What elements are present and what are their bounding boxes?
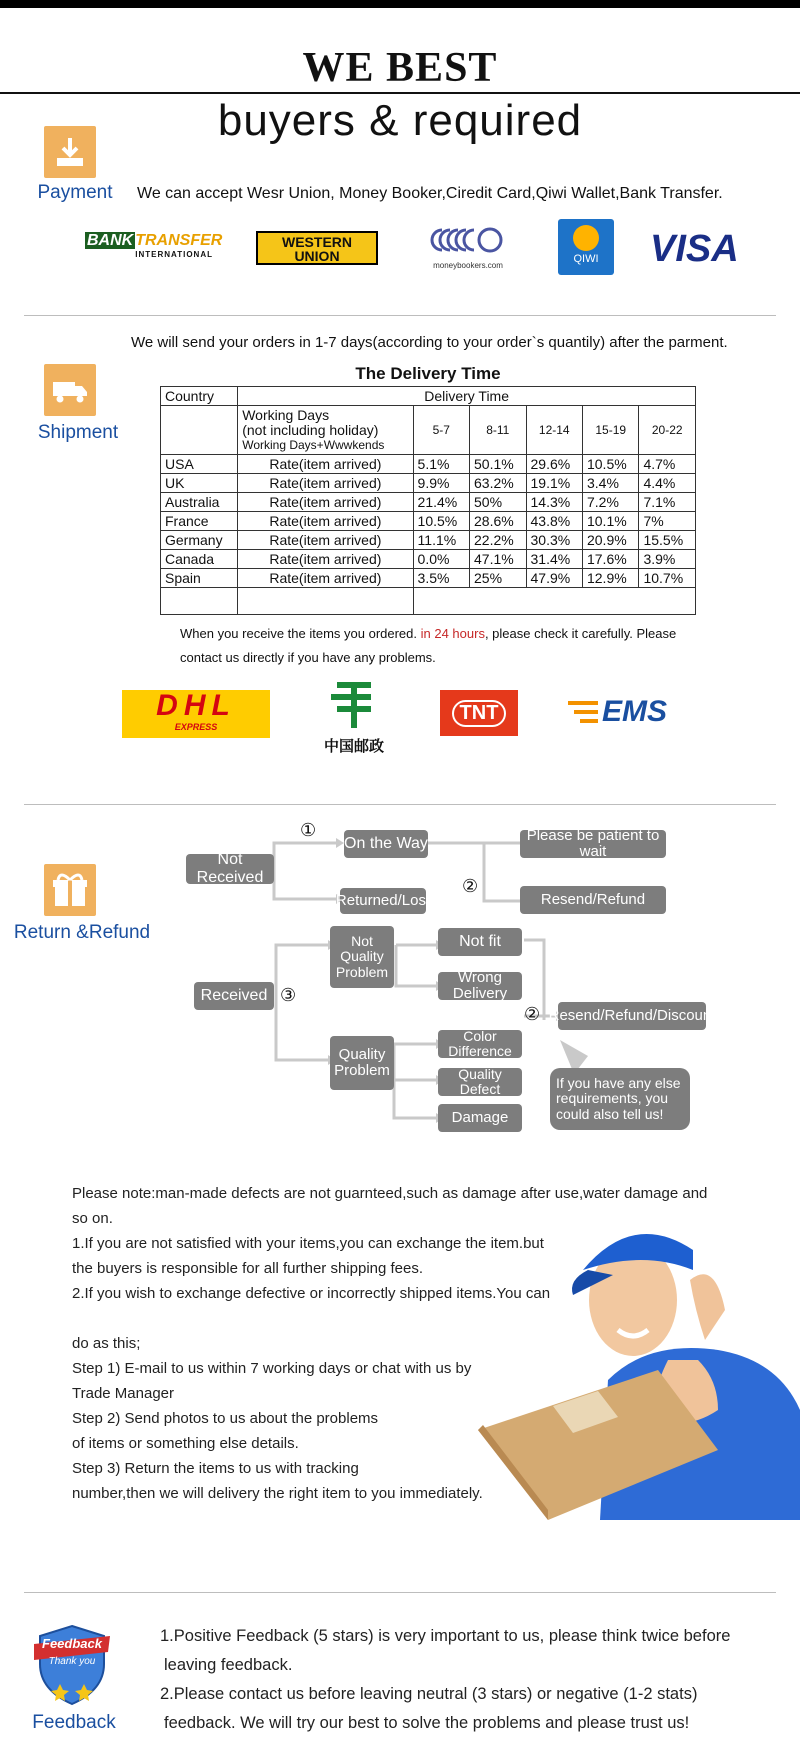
page-subtitle: buyers & required [217,96,583,145]
resend-refund-box: Resend/Refund [520,886,666,914]
wd-line-1: Working Days [242,406,330,423]
rate-value-cell: 9.9% [413,474,469,493]
rate-value-cell: 10.5% [582,455,638,474]
payment-label: Payment [37,182,113,203]
feedback-line: 2.Please contact us before leaving neutral (3 stars) or negative (1-2 stats) [160,1685,698,1703]
note-line: do as this; [72,1335,141,1352]
country-cell: Australia [161,493,238,512]
note-line: number,then we will delivery the right item to you immediately. [72,1485,483,1502]
dhl-sub: EXPRESS [174,722,218,732]
rate-value-cell: 47.1% [470,550,526,569]
receive-note-red: in 24 hours [420,626,485,641]
wd-line-2: (not including holiday) [242,421,379,438]
resend-refund-discount-box: Resend/Refund/Discount [558,1002,706,1030]
bank-label-a: BANK [87,232,134,249]
feedback-line: leaving feedback. [164,1656,293,1674]
rate-value-cell: 50.1% [470,455,526,474]
rate-value-cell: 28.6% [470,512,526,531]
note-line: 2.If you wish to exchange defective or incorrectly shipped items.You can [72,1285,551,1302]
rate-label-cell: Rate(item arrived) [238,493,413,512]
receive-note-a: When you receive the items you ordered. [180,626,421,641]
step-circle-2b: ② [524,1004,541,1024]
shipment-label: Shipment [37,422,119,443]
badge-label-b: Thank you [48,1656,96,1667]
ems-label: EMS [602,695,668,728]
refund-label: Return &Refund [13,922,151,943]
badge-label-a: Feedback [42,1636,102,1651]
country-cell: Germany [161,531,238,550]
not-received-box: Not Received [186,854,274,884]
bank-label-b: TRANSFER [135,232,223,249]
wrong-delivery-box: Wrong Delivery [438,972,522,1000]
rate-value-cell: 7% [639,512,696,531]
rate-value-cell: 3.5% [413,569,469,588]
mb-label: moneybookers.com [433,261,503,270]
note-line: 1.If you are not satisfied with your items,you can exchange the item.but [72,1235,544,1252]
quality-defect-box: Quality Defect [438,1068,522,1096]
payment-text: We can accept Wesr Union, Money Booker,Ciredit Card,Qiwi Wallet,Bank Transfer. [137,185,723,202]
on-the-way-box: On the Way [344,830,428,858]
rate-value-cell: 15.5% [639,531,696,550]
rate-value-cell: 47.9% [526,569,582,588]
not-fit-box: Not fit [438,928,522,956]
rate-value-cell: 17.6% [582,550,638,569]
range-cell: 5-7 [413,406,469,455]
rate-label-cell: Rate(item arrived) [238,512,413,531]
rate-label-cell: Rate(item arrived) [238,531,413,550]
country-cell: UK [161,474,238,493]
shipment-intro: We will send your orders in 1-7 days(according to your order`s quantily) after the parment. [131,334,728,351]
rate-value-cell: 21.4% [413,493,469,512]
feedback-line: feedback. We will try our best to solve the problems and please trust us! [164,1714,690,1732]
rate-value-cell: 11.1% [413,531,469,550]
rate-value-cell: 22.2% [470,531,526,550]
rate-value-cell: 19.1% [526,474,582,493]
damage-box: Damage [438,1104,522,1132]
visa-logo: VISA [650,228,739,270]
returned-lost-box: Returned/Lost [340,888,426,914]
rate-value-cell: 3.9% [639,550,696,569]
rate-value-cell: 43.8% [526,512,582,531]
page-title: WE BEST [302,45,498,91]
range-cell: 12-14 [526,406,582,455]
qiwi-label: QIWI [573,253,599,265]
country-cell: France [161,512,238,531]
rate-value-cell: 0.0% [413,550,469,569]
note-line: Trade Manager [72,1385,174,1402]
step-circle-3: ③ [280,985,297,1005]
country-cell: Spain [161,569,238,588]
range-cell: 15-19 [582,406,638,455]
delivery-table-title: The Delivery Time [355,364,501,383]
country-cell: USA [161,455,238,474]
receive-note-c: contact us directly if you have any problems. [180,650,436,665]
delivery-man-image [458,1210,800,1520]
china-post-label: 中国邮政 [323,738,384,755]
range-cell: 8-11 [470,406,526,455]
rate-value-cell: 10.1% [582,512,638,531]
rate-label-cell: Rate(item arrived) [238,455,413,474]
step-circle-1: ① [300,820,317,840]
tnt-label: TNT [452,700,507,727]
note-line: of items or something else details. [72,1435,299,1452]
dhl-label: DHL [156,689,236,722]
wu-label-b: UNION [294,248,340,264]
not-quality-problem-box: Not Quality Problem [330,926,394,988]
rate-value-cell: 3.4% [582,474,638,493]
feedback-text [160,1622,780,1738]
note-line: Step 3) Return the items to us with tracking [72,1460,359,1477]
section-divider-3 [24,1592,776,1593]
received-box: Received [194,982,274,1010]
rate-value-cell: 31.4% [526,550,582,569]
rate-label-cell: Rate(item arrived) [238,569,413,588]
step-circle-2a: ② [462,876,479,896]
rate-value-cell: 20.9% [582,531,638,550]
feedback-label: Feedback [32,1712,116,1733]
rate-value-cell: 4.4% [639,474,696,493]
rate-value-cell: 12.9% [582,569,638,588]
rate-value-cell: 7.2% [582,493,638,512]
rate-value-cell: 29.6% [526,455,582,474]
table-header-delivery: Delivery Time [238,387,696,406]
rate-value-cell: 10.7% [639,569,696,588]
rate-value-cell: 30.3% [526,531,582,550]
color-difference-box: Color Difference [438,1030,522,1058]
receive-note-b: , please check it carefully. Please [484,626,677,641]
patient-box: Please be patient to wait [520,830,666,858]
feedback-badge [32,1622,112,1708]
wu-label-a: WESTERN [282,234,352,250]
note-line: Step 2) Send photos to us about the problems [72,1410,379,1427]
table-header-country: Country [161,387,238,406]
bank-label-c: INTERNATIONAL [135,250,213,259]
rate-value-cell: 50% [470,493,526,512]
rate-label-cell: Rate(item arrived) [238,550,413,569]
rate-value-cell: 63.2% [470,474,526,493]
rate-value-cell: 7.1% [639,493,696,512]
quality-problem-box: Quality Problem [330,1036,394,1090]
feedback-line: 1.Positive Feedback (5 stars) is very important to us, please think twice before [160,1627,731,1645]
note-line: the buyers is responsible for all further shipping fees. [72,1260,424,1277]
rate-label-cell: Rate(item arrived) [238,474,413,493]
range-cell: 20-22 [639,406,696,455]
else-requirements-bubble: If you have any else requirements, you could also tell us! [550,1068,690,1130]
rate-value-cell: 5.1% [413,455,469,474]
note-line: Step 1) E-mail to us within 7 working days or chat with us by [72,1360,472,1377]
wd-line-3: Working Days+Wwwkends [242,437,385,452]
note-line: Please note:man-made defects are not guarnteed,such as damage after use,water damage and [72,1185,708,1202]
rate-value-cell: 14.3% [526,493,582,512]
note-line: so on. [72,1210,113,1227]
rate-value-cell: 10.5% [413,512,469,531]
rate-value-cell: 4.7% [639,455,696,474]
rate-value-cell: 25% [470,569,526,588]
country-cell: Canada [161,550,238,569]
